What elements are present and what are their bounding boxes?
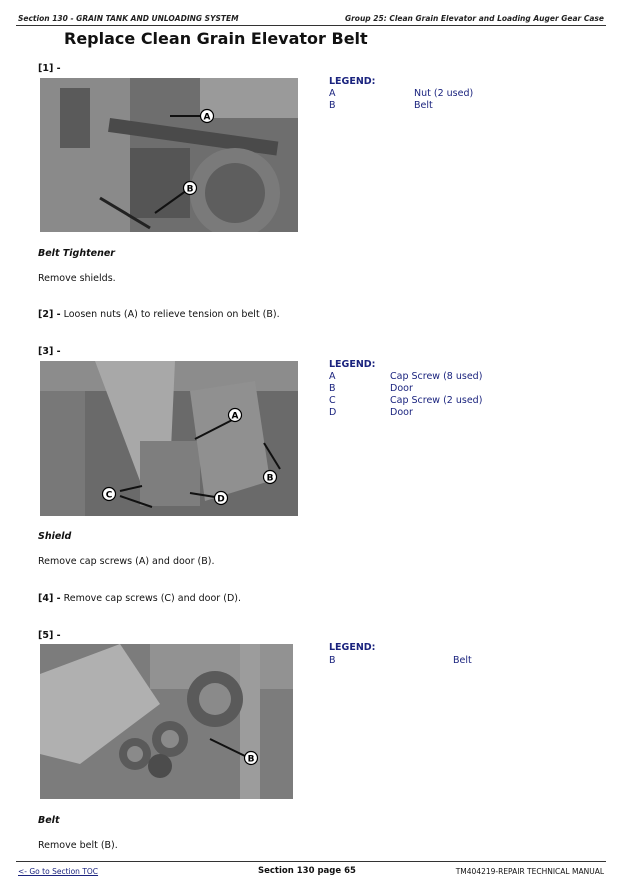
legend-3-key-c: C [329,395,336,406]
step-5-label: [5] - [38,630,61,641]
belt-photo [40,644,293,799]
legend-3-title: LEGEND: [329,359,376,370]
legend-1-text-a: Nut (2 used) [414,88,474,99]
step-3-label: [3] - [38,346,61,357]
step-4 [38,593,241,604]
legend-3-text-d: Door [390,407,413,418]
legend-3-key-b: B [329,383,336,394]
callout-c-label: C [105,490,113,501]
callout-b-icon [184,182,197,195]
header-rule [16,25,606,26]
legend-3-text-c: Cap Screw (2 used) [390,395,483,406]
legend-3-text-b: Door [390,383,413,394]
callout-a-label: A [231,411,239,422]
legend-5-text-b: Belt [453,655,472,666]
legend-3-text-a: Cap Screw (8 used) [390,371,483,382]
callout-b-icon [264,471,277,484]
section-toc-link[interactable]: <- Go to Section TOC [18,867,99,876]
legend-3-key-a: A [329,371,336,382]
footer-manual-title: TM404219-REPAIR TECHNICAL MANUAL [455,867,604,876]
step-1-label: [1] - [38,63,61,74]
step-2-label: [2] - [38,309,61,320]
header-group-title: Group 25: Clean Grain Elevator and Loading Auger Gear Case [344,14,604,23]
step-1-text: Remove shields. [38,273,116,284]
legend-1-key-a: A [329,88,336,99]
callout-b-label: B [247,754,255,765]
step-5-text: Remove belt (B). [38,840,118,851]
caption-shield: Shield [38,531,72,542]
callout-a-icon [201,110,214,123]
shield-photo [40,361,298,516]
legend-5-key-b: B [329,655,336,666]
step-2-text: Loosen nuts (A) to relieve tension on belt (B). [63,309,280,320]
footer-page-number: Section 130 page 65 [258,866,356,876]
legend-5-title: LEGEND: [329,642,376,653]
callout-b-label: B [266,473,274,484]
legend-1-text-b: Belt [414,100,433,111]
callout-a-label: A [203,112,211,123]
legend-1-title: LEGEND: [329,76,376,87]
legend-3-key-d: D [329,407,337,418]
step-4-text: Remove cap screws (C) and door (D). [63,593,241,604]
step-2 [38,309,280,320]
callout-a-icon [229,409,242,422]
legend-1-key-b: B [329,100,336,111]
callout-d-label: D [217,494,225,505]
step-4-label: [4] - [38,593,61,604]
step-3-text: Remove cap screws (A) and door (B). [38,556,215,567]
page-title: Replace Clean Grain Elevator Belt [64,29,368,48]
callout-d-icon [215,492,228,505]
callout-c-icon [103,488,116,501]
callout-b-label: B [186,184,194,195]
caption-belt: Belt [38,815,60,826]
footer-rule [16,861,606,862]
callout-b-icon [245,752,258,765]
caption-belt-tightener: Belt Tightener [38,248,115,259]
belt-tightener-photo [40,78,298,232]
header-section-title: Section 130 - GRAIN TANK AND UNLOADING SYSTEM [18,14,239,23]
